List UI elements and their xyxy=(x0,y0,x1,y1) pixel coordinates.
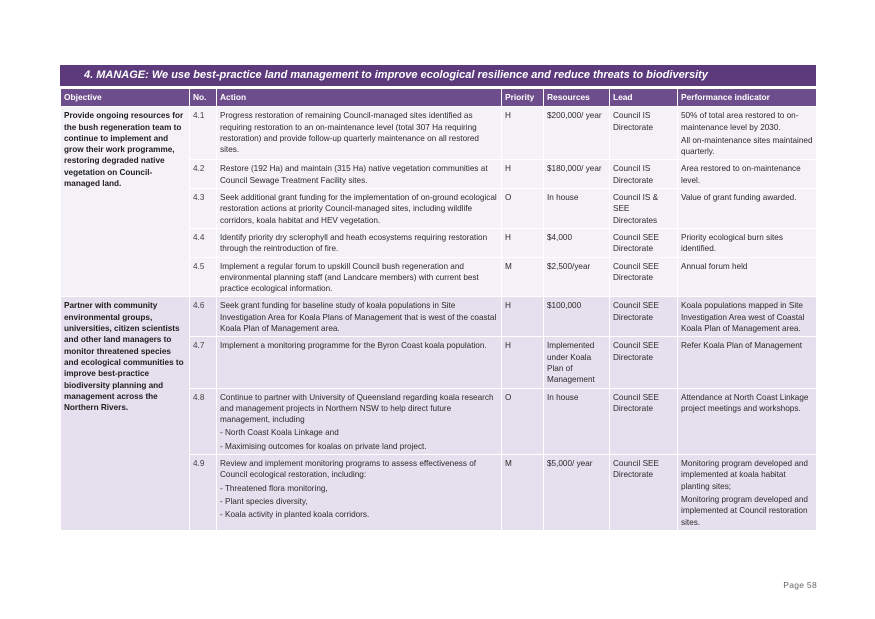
resources-cell: $5,000/ year xyxy=(544,455,610,531)
objective-group-1 xyxy=(61,107,817,297)
lead-cell: Council IS Directorate xyxy=(610,160,678,189)
action-number: 4.5 xyxy=(190,257,217,297)
header-resources: Resources xyxy=(544,89,610,107)
action-cell xyxy=(217,455,502,531)
priority-cell: M xyxy=(502,257,544,297)
header-priority: Priority xyxy=(502,89,544,107)
performance-cell: Annual forum held xyxy=(678,257,817,297)
action-number: 4.8 xyxy=(190,388,217,454)
action-bullet: - Koala activity in planted koala corridors. xyxy=(220,510,370,520)
lead-cell: Council SEE Directorate xyxy=(610,455,678,531)
resources-cell: In house xyxy=(544,388,610,454)
action-cell xyxy=(217,388,502,454)
lead-cell: Council SEE Directorate xyxy=(610,257,678,297)
objective-cell: Provide ongoing resources for the bush regeneration team to continue to implement and grow their work programme, restoring degraded native vegetation on Council-managed land. xyxy=(61,107,190,297)
priority-cell: O xyxy=(502,189,544,229)
performance-cell: Koala populations mapped in Site Investigation Area west of Coastal Koala Plan of Management area. xyxy=(678,297,817,337)
action-text: Restore (192 Ha) and maintain (315 Ha) native vegetation communities at Council Sewage Treatment Facility sites. xyxy=(217,160,502,189)
lead-cell: Council SEE Directorate xyxy=(610,228,678,257)
lead-cell: Council IS & SEE Directorates xyxy=(610,189,678,229)
priority-cell: H xyxy=(502,160,544,189)
header-objective: Objective xyxy=(61,89,190,107)
performance-cell: Area restored to on-maintenance level. xyxy=(678,160,817,189)
action-text: Review and implement monitoring programs to assess effectiveness of Council ecological restoration, including: xyxy=(220,459,477,480)
action-text: Implement a monitoring programme for the Byron Coast koala population. xyxy=(217,337,502,388)
resources-cell: $2,500/year xyxy=(544,257,610,297)
action-number: 4.3 xyxy=(190,189,217,229)
performance-line: Monitoring program developed and implemented at Council restoration sites. xyxy=(681,494,808,527)
header-no: No. xyxy=(190,89,217,107)
priority-cell: H xyxy=(502,337,544,388)
performance-cell: Refer Koala Plan of Management xyxy=(678,337,817,388)
action-text: Seek grant funding for baseline study of koala populations in Site Investigation Area for Koala Plans of Management that is west of the coastal Koala Plan of Management area. xyxy=(217,297,502,337)
lead-cell: Council SEE Directorate xyxy=(610,388,678,454)
header-action: Action xyxy=(217,89,502,107)
action-text: Progress restoration of remaining Council-managed sites identified as requiring restoration to an on-maintenance level (total 307 Ha requiring restoration) and provide follow-up quarterly maintenance on all restored sites. xyxy=(217,107,502,160)
lead-cell: Council SEE Directorate xyxy=(610,297,678,337)
action-bullet: - Threatened flora monitoring, xyxy=(220,483,328,493)
header-lead: Lead xyxy=(610,89,678,107)
resources-cell: Implemented under Koala Plan of Management xyxy=(544,337,610,388)
action-number: 4.7 xyxy=(190,337,217,388)
objective-cell: Partner with community environmental groups, universities, citizen scientists and other land managers to monitor threatened species and ecological communities to improve best-practice biodiversity planning and management across the Northern Rivers. xyxy=(61,297,190,530)
section-title: 4. MANAGE: We use best-practice land management to improve ecological resilience and reduce threats to biodiversity xyxy=(60,65,816,86)
action-text: Seek additional grant funding for the implementation of on-ground ecological restoration actions at priority Council-managed sites, including wildlife corridors, koala habitat and HEV vegetation. xyxy=(217,189,502,229)
priority-cell: H xyxy=(502,297,544,337)
performance-cell xyxy=(678,455,817,531)
action-table xyxy=(60,88,817,531)
table-row xyxy=(61,107,817,160)
action-bullet: - North Coast Koala Linkage and xyxy=(220,428,339,438)
action-number: 4.1 xyxy=(190,107,217,160)
performance-line: Monitoring program developed and implemented at koala habitat planting sites; xyxy=(681,459,808,491)
action-number: 4.2 xyxy=(190,160,217,189)
action-text: Continue to partner with University of Queensland regarding koala research and management projects in Northern NSW to help direct future management, including xyxy=(220,392,494,425)
resources-cell: In house xyxy=(544,189,610,229)
priority-cell: O xyxy=(502,388,544,454)
resources-cell: $100,000 xyxy=(544,297,610,337)
resources-cell: $4,000 xyxy=(544,228,610,257)
page-number: Page 58 xyxy=(783,580,817,590)
action-bullet: - Maximising outcomes for koalas on private land project. xyxy=(220,441,427,451)
action-number: 4.4 xyxy=(190,228,217,257)
performance-cell: Value of grant funding awarded. xyxy=(678,189,817,229)
performance-line: All on-maintenance sites maintained quarterly. xyxy=(681,135,813,157)
priority-cell: H xyxy=(502,107,544,160)
performance-cell: Attendance at North Coast Linkage project meetings and workshops. xyxy=(678,388,817,454)
lead-cell: Council IS Directorate xyxy=(610,107,678,160)
action-text: Implement a regular forum to upskill Council bush regeneration and environmental planning staff (and Landcare members) with current best practice ecological information. xyxy=(217,257,502,297)
header-row xyxy=(61,89,817,107)
header-performance: Performance indicator xyxy=(678,89,817,107)
performance-line: 50% of total area restored to on-maintenance level by 2030. xyxy=(681,111,799,132)
action-number: 4.6 xyxy=(190,297,217,337)
resources-cell: $200,000/ year xyxy=(544,107,610,160)
objective-group-2 xyxy=(61,297,817,530)
performance-cell: Priority ecological burn sites identified. xyxy=(678,228,817,257)
table-row xyxy=(61,297,817,337)
action-bullet: - Plant species diversity, xyxy=(220,496,308,506)
lead-cell: Council SEE Directorate xyxy=(610,337,678,388)
resources-cell: $180,000/ year xyxy=(544,160,610,189)
action-text: Identify priority dry sclerophyll and heath ecosystems requiring restoration through the reintroduction of fire. xyxy=(217,228,502,257)
priority-cell: H xyxy=(502,228,544,257)
action-number: 4.9 xyxy=(190,455,217,531)
performance-cell xyxy=(678,107,817,160)
priority-cell: M xyxy=(502,455,544,531)
